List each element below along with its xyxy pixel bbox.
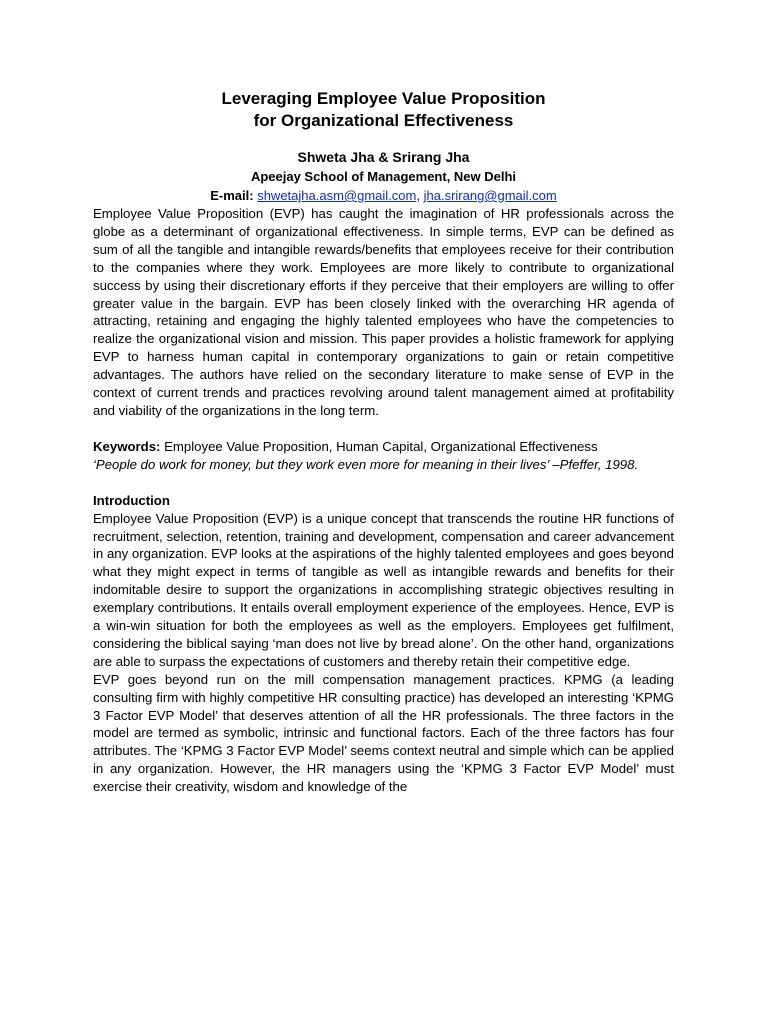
title-line-2: for Organizational Effectiveness (253, 111, 514, 130)
email-link-2[interactable]: jha.srirang@gmail.com (423, 188, 557, 203)
keywords-label: Keywords: (93, 438, 161, 454)
email-separator: , (416, 188, 420, 203)
authors: Shweta Jha & Srirang Jha (297, 149, 470, 165)
email-line (93, 186, 674, 205)
paper-title (93, 88, 674, 132)
email-label: E-mail: (210, 188, 254, 203)
epigraph-quote: ‘People do work for money, but they work even more for meaning in their lives’ –Pfeffer, 1998. (93, 456, 639, 472)
affiliation: Apeejay School of Management, New Delhi (250, 169, 517, 184)
paper-page (93, 88, 674, 796)
keywords-line (93, 438, 674, 456)
intro-paragraph-1: Employee Value Proposition (EVP) is a unique concept that transcends the routine HR functions of recruitment, selection, retention, training and development, compensation and career advancement in any organization. EVP looks at the aspirations of the highly talented employees and goes beyond what they might expect in terms of tangible as well as intangible rewards and benefits for their indomitable desire to support the organizations in accomplishing strategic objectives resulting in exemplary contributions. It entails overall employment experience of the employees. Hence, EVP is a win-win situation for both the employees as well as the employers. Employees get fulfilment, considering the biblical saying ‘man does not live by bread alone’. On the other hand, organizations are able to surpass the expectations of customers and thereby retain their competitive edge. (93, 510, 674, 669)
email-link-1[interactable]: shwetajha.asm@gmail.com (257, 188, 417, 203)
abstract-paragraph: Employee Value Proposition (EVP) has caught the imagination of HR professionals across the globe as a determinant of organizational effectiveness. In simple terms, EVP can be defined as sum of all the tangible and intangible rewards/benefits that employees receive for their contribution to the companies where they work. Employees are more likely to contribute to organizational success by using their discretionary efforts if they perceive that their employers are willing to offer greater value in the bargain. EVP has been closely linked with the overarching HR agenda of attracting, retaining and engaging the highly talented employees who have the competencies to realize the organizational vision and mission. This paper provides a holistic framework for applying EVP to harness human capital in contemporary organizations to gain or retain competitive advantages. The authors have relied on the secondary literature to make sense of EVP in the context of current trends and practices revolving around talent management aimed at profitability and viability of the organizations in the long term. (93, 206, 674, 418)
intro-paragraph-2: EVP goes beyond run on the mill compensation management practices. KPMG (a leading consulting firm with highly competitive HR consulting practice) has developed an interesting ‘KPMG 3 Factor EVP Model’ that deserves attention of all the HR professionals. The three factors in the model are termed as symbolic, intrinsic and functional factors. Each of the three factors has four attributes. The ‘KPMG 3 Factor EVP Model’ seems context neutral and simple which can be applied in any organization. However, the HR managers using the ‘KPMG 3 Factor EVP Model’ must exercise their creativity, wisdom and knowledge of the (93, 671, 674, 795)
title-line-1: Leveraging Employee Value Proposition (221, 89, 546, 108)
section-heading-introduction: Introduction (93, 492, 170, 508)
keywords-text: Employee Value Proposition, Human Capital, Organizational Effectiveness (164, 438, 598, 454)
